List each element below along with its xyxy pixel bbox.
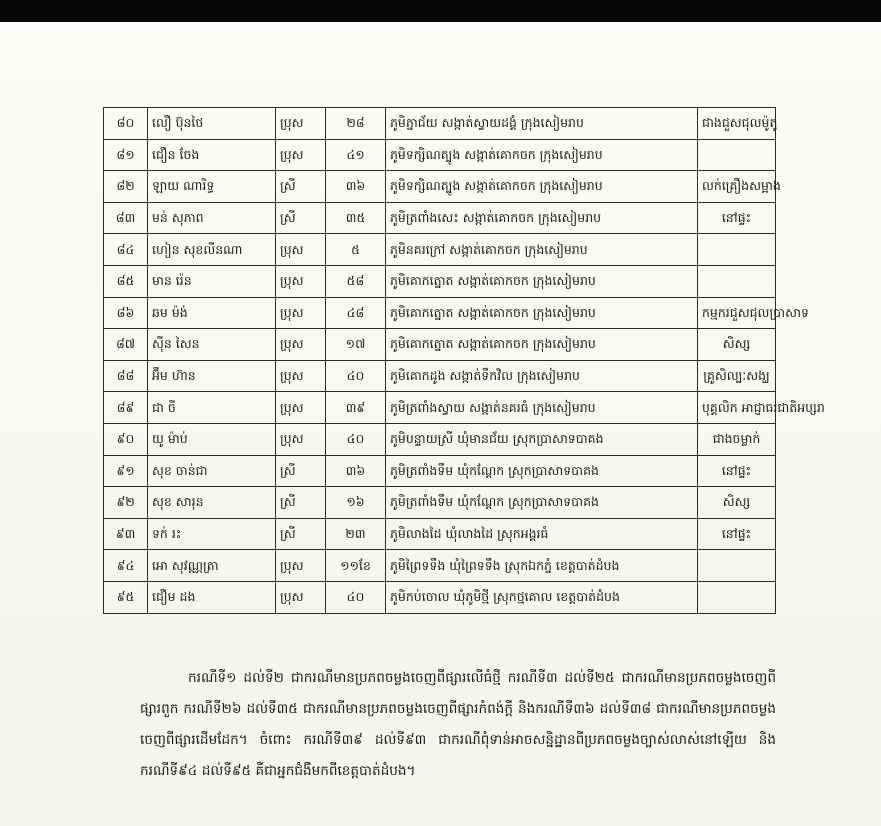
- patient-address: ភូមិនគរក្រៅ សង្កាត់គោកចក ក្រុងសៀមរាប: [386, 234, 698, 266]
- case-number: ៨៦: [104, 297, 148, 329]
- patient-address: ភូមិត្រពាំងសេះ សង្កាត់គោកចក ក្រុងសៀមរាប: [386, 202, 698, 234]
- patient-name: ទក់ រះ: [148, 518, 276, 550]
- patient-name: ជឿន ចែង: [148, 139, 276, 171]
- patient-age: ៣៦: [326, 455, 386, 487]
- patient-occupation: សិស្ស: [698, 487, 776, 519]
- patient-age: ២៣: [326, 518, 386, 550]
- table-row: [104, 108, 776, 140]
- table-row: [104, 581, 776, 613]
- patient-address: ភូមិត្រពាំងស្វាយ សង្កាត់នគរធំ ក្រុងសៀមរាប: [386, 392, 698, 424]
- case-number: ៨០: [104, 108, 148, 140]
- patient-age: ២៨: [326, 108, 386, 140]
- case-number: ៨២: [104, 171, 148, 203]
- patient-age: ៥៨: [326, 265, 386, 297]
- case-number: ៨៣: [104, 202, 148, 234]
- patient-sex: ប្រុស: [276, 329, 326, 361]
- case-number: ៩៤: [104, 550, 148, 582]
- patient-sex: ស្រី: [276, 518, 326, 550]
- patient-age: ៤៨: [326, 297, 386, 329]
- patient-sex: ស្រី: [276, 171, 326, 203]
- patient-sex: ស្រី: [276, 455, 326, 487]
- patient-address: ភូមិគោកត្នោត សង្កាត់គោកចក ក្រុងសៀមរាប: [386, 265, 698, 297]
- patient-name: ឡាយ ណារិទ្ធ: [148, 171, 276, 203]
- patient-occupation: បុគ្គលិក អាជ្ញាធរជាតិអប្សរា: [698, 392, 776, 424]
- patient-occupation: នៅផ្ទះ: [698, 202, 776, 234]
- patient-occupation: នៅផ្ទះ: [698, 518, 776, 550]
- patient-occupation: [698, 234, 776, 266]
- patient-age: ៤០: [326, 360, 386, 392]
- table-row: [104, 202, 776, 234]
- patient-sex: ប្រុស: [276, 139, 326, 171]
- patient-address: ភូមិត្រពាំងទឹម ឃុំកណ្ដែក ស្រុកប្រាសាទបាគង: [386, 455, 698, 487]
- patient-name: មន់ សុភាព: [148, 202, 276, 234]
- patient-age: ៤០: [326, 581, 386, 613]
- patient-sex: ស្រី: [276, 202, 326, 234]
- patient-age: ៥: [326, 234, 386, 266]
- patient-occupation: ជាងចម្លាក់: [698, 423, 776, 455]
- case-table: [103, 107, 825, 614]
- patient-address: ភូមិគោកដូង សង្កាត់ទឹកវិល ក្រុងសៀមរាប: [386, 360, 698, 392]
- table-row: [104, 550, 776, 582]
- patient-occupation: [698, 550, 776, 582]
- patient-name: ស៊ីន សៃន: [148, 329, 276, 361]
- patient-sex: ប្រុស: [276, 234, 326, 266]
- patient-age: ៣៩: [326, 392, 386, 424]
- patient-occupation: [698, 581, 776, 613]
- patient-age: ១១ខែ: [326, 550, 386, 582]
- patient-sex: ប្រុស: [276, 360, 326, 392]
- summary-text: ករណីទី១ ដល់ទី២ ជាករណីមានប្រភពចម្លងចេញពីផ្សារលើធំថ្មី ករណីទី៣ ដល់ទី២៥ ជាករណីមានប្រភពចម្លងចេញពីផ្សារពួក ករណីទី២៦ ដល់ទី៣៥ ជាករណីមានប្រភពចម្លងចេញពីផ្សារកំពង់ក្ដី និងករណីទី៣៦ ដល់ទី៣៨ ជាករណីមានប្រភពចម្លងចេញពីផ្សារដើមដែក។ ចំពោះ ករណីទី៣៩ ដល់ទី៩៣ ជាករណីពុំទាន់អាចសន្និដ្ឋានពីប្រភពចម្លងច្បាស់លាស់នៅឡើយ និងករណីទី៩៤ ដល់ទី៩៥ គឺជាអ្នកជំងឺមកពីខេត្តបាត់ដំបង។: [140, 670, 776, 779]
- table-row: [104, 171, 776, 203]
- table-row: [104, 360, 776, 392]
- table-row: [104, 487, 776, 519]
- table-row: [104, 234, 776, 266]
- summary-paragraph: [140, 663, 776, 787]
- patient-address: ភូមិទក្សិណត្បូង សង្កាត់គោកចក ក្រុងសៀមរាប: [386, 139, 698, 171]
- patient-address: ភូមិព្រៃទទឹង ឃុំព្រៃទទឹង ស្រុកឯកភ្នំ ខេត្តបាត់ដំបង: [386, 550, 698, 582]
- table-row: [104, 392, 776, 424]
- patient-occupation: សិស្ស: [698, 329, 776, 361]
- patient-name: សុខ សារុន: [148, 487, 276, 519]
- patient-address: ភូមិទក្សិណត្បូង សង្កាត់គោកចក ក្រុងសៀមរាប: [386, 171, 698, 203]
- patient-name: អ៊ឹម ហ៊ាន: [148, 360, 276, 392]
- patient-age: ៣៥: [326, 202, 386, 234]
- table-row: [104, 518, 776, 550]
- patient-address: ភូមិគោកត្នោត សង្កាត់គោកចក ក្រុងសៀមរាប: [386, 329, 698, 361]
- patient-age: ៣៦: [326, 171, 386, 203]
- patient-occupation: នៅផ្ទះ: [698, 455, 776, 487]
- top-dark-band: [0, 0, 881, 22]
- patient-sex: ប្រុស: [276, 550, 326, 582]
- patient-sex: ប្រុស: [276, 423, 326, 455]
- patient-age: ១៦: [326, 487, 386, 519]
- patient-address: ភូមិកប់ចោល ឃុំភូមិថ្មី ស្រុកថ្មគោល ខេត្តបាត់ដំបង: [386, 581, 698, 613]
- case-number: ៨៧: [104, 329, 148, 361]
- patient-age: ១៧: [326, 329, 386, 361]
- case-number: ៨១: [104, 139, 148, 171]
- patient-sex: ប្រុស: [276, 297, 326, 329]
- case-number: ៩០: [104, 423, 148, 455]
- patient-name: យូ ម៉ាប់: [148, 423, 276, 455]
- case-number: ៩៣: [104, 518, 148, 550]
- case-number: ៨៤: [104, 234, 148, 266]
- patient-occupation: ជាងជួសជុលម៉ូតូ: [698, 108, 776, 140]
- table-row: [104, 423, 776, 455]
- patient-address: ភូមិត្រពាំងទឹម ឃុំកណ្ដែក ស្រុកប្រាសាទបាគង: [386, 487, 698, 519]
- patient-address: ភូមិលាងដៃ ឃុំលាងដៃ ស្រុកអង្គរធំ: [386, 518, 698, 550]
- patient-occupation: លក់គ្រឿងសម្អាង: [698, 171, 776, 203]
- table-row: [104, 297, 776, 329]
- patient-occupation: [698, 139, 776, 171]
- patient-address: ភូមិភ្នាជ័យ សង្កាត់ស្វាយដង្គំ ក្រុងសៀមរាប: [386, 108, 698, 140]
- patient-name: មាន រ៉េន: [148, 265, 276, 297]
- patient-address: ភូមិគោកត្នោត សង្កាត់គោកចក ក្រុងសៀមរាប: [386, 297, 698, 329]
- case-number: ៨៥: [104, 265, 148, 297]
- patient-name: លឿ ប៊ុនថៃ: [148, 108, 276, 140]
- patient-occupation: កម្មករជួសជុលប្រាសាទ: [698, 297, 776, 329]
- patient-sex: ប្រុស: [276, 265, 326, 297]
- table-row: [104, 139, 776, 171]
- patient-name: ឆម ម៉ង់: [148, 297, 276, 329]
- patient-address: ភូមិបន្ទាយស្រី ឃុំមានជ័យ ស្រុកប្រាសាទបាគង: [386, 423, 698, 455]
- patient-name: ជឿម ដង: [148, 581, 276, 613]
- case-number: ៩៥: [104, 581, 148, 613]
- table-row: [104, 329, 776, 361]
- patient-age: ៤០: [326, 423, 386, 455]
- case-number: ៨៨: [104, 360, 148, 392]
- patient-sex: ប្រុស: [276, 581, 326, 613]
- patient-age: ៤១: [326, 139, 386, 171]
- case-table-body: [104, 108, 825, 614]
- patient-sex: ប្រុស: [276, 392, 326, 424]
- patient-name: ជា ចី: [148, 392, 276, 424]
- patient-occupation: គ្រូសិល្បៈសង្ឃ: [698, 360, 776, 392]
- table-row: [104, 455, 776, 487]
- patient-sex: ប្រុស: [276, 108, 326, 140]
- patient-name: អោ សុវណ្ណត្រា: [148, 550, 276, 582]
- case-number: ៩២: [104, 487, 148, 519]
- patient-name: សុខ ចាន់ជា: [148, 455, 276, 487]
- table-row: [104, 265, 776, 297]
- case-number: ៨៩: [104, 392, 148, 424]
- patient-sex: ស្រី: [276, 487, 326, 519]
- case-number: ៩១: [104, 455, 148, 487]
- patient-name: ហៀន សុខលីនណា: [148, 234, 276, 266]
- patient-occupation: [698, 265, 776, 297]
